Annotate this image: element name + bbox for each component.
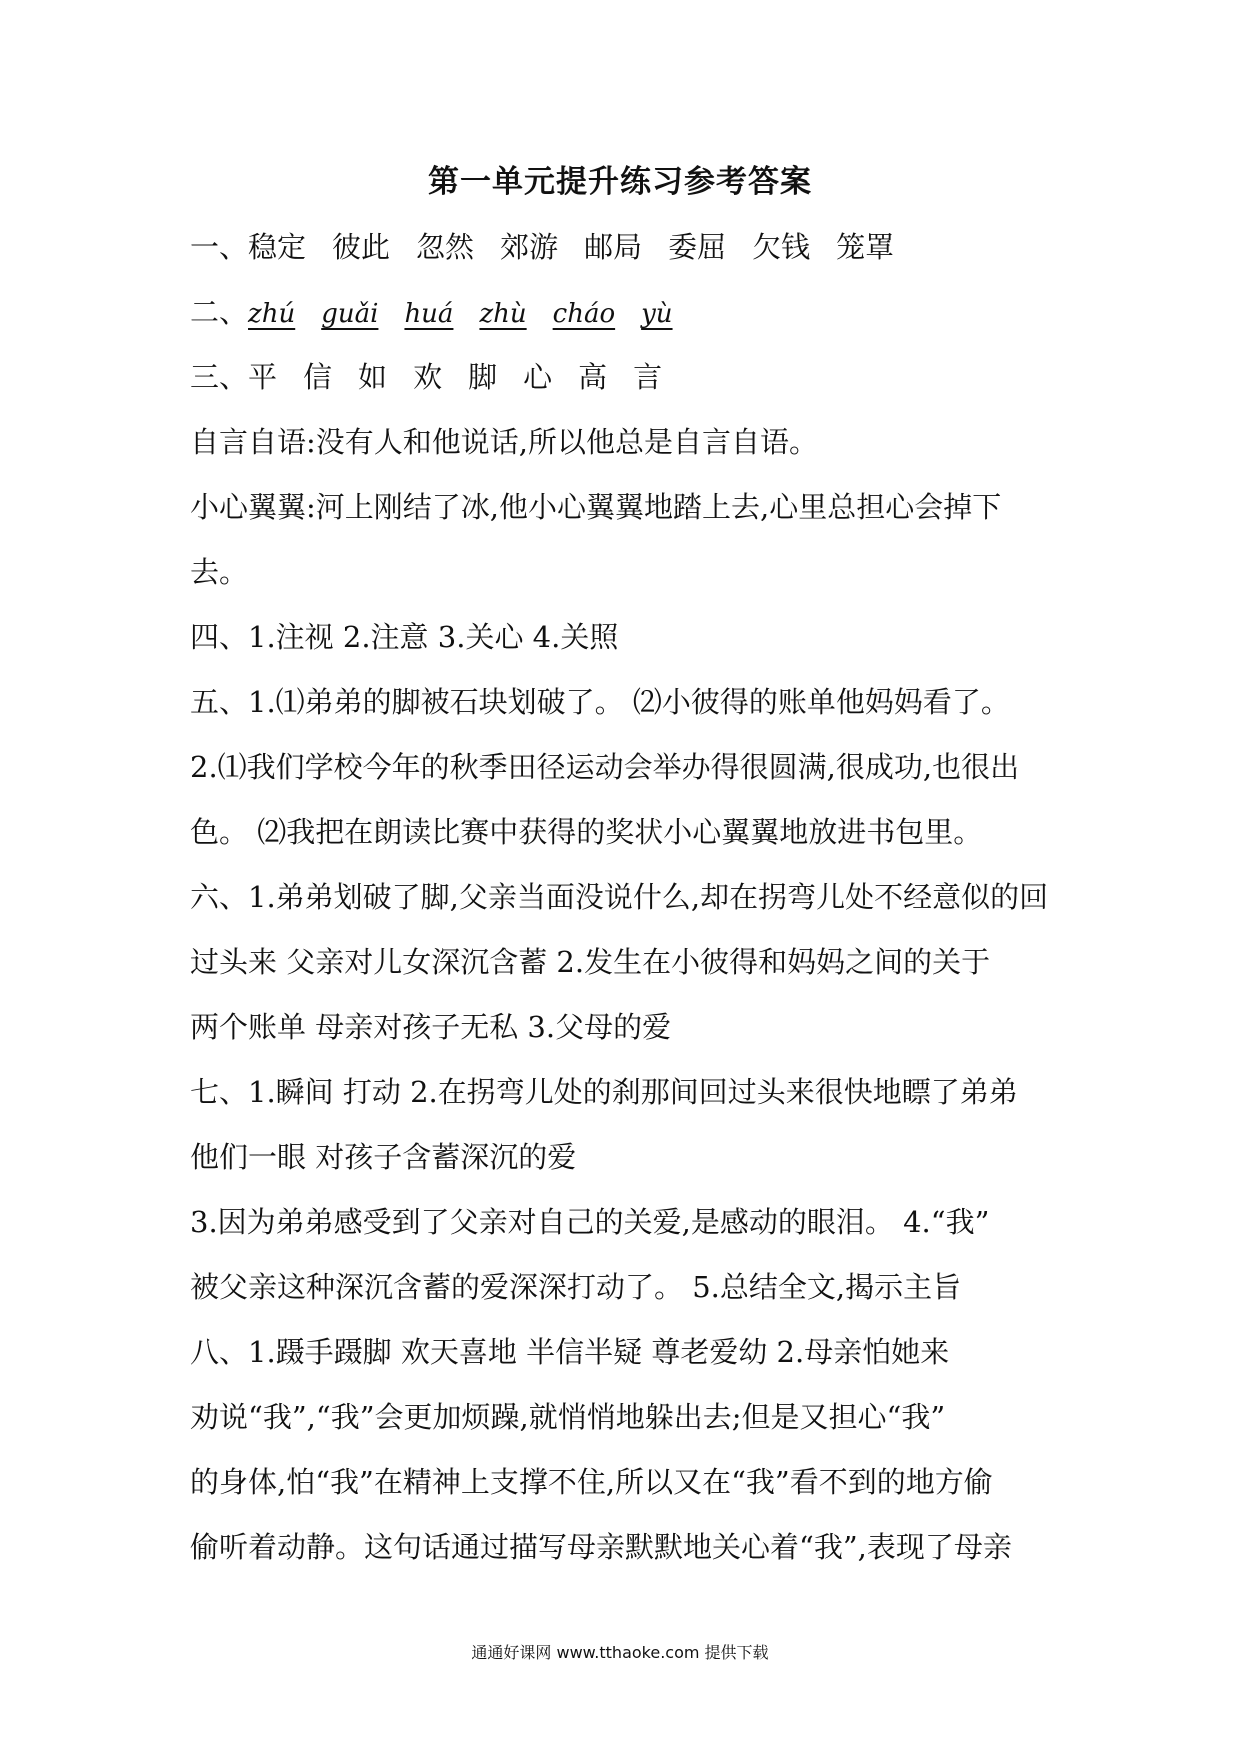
answer-line: 八、1.蹑手蹑脚 欢天喜地 半信半疑 尊老爱幼 2.母亲怕她来 (190, 1335, 950, 1369)
pinyin-answer: huá (404, 299, 454, 329)
answer-line: 2.⑴我们学校今年的秋季田径运动会举办得很圆满,很成功,也很出 (190, 750, 1020, 784)
answer-line: 劝说“我”,“我”会更加烦躁,就悄悄地躲出去;但是又担心“我” (190, 1400, 946, 1434)
answer-char: 言 (633, 360, 663, 394)
answer-word: 郊游 (500, 230, 559, 264)
answer-char: 心 (523, 360, 553, 394)
answer-line: 两个账单 母亲对孩子无私 3.父母的爱 (190, 1010, 672, 1044)
answer-char: 欢 (413, 360, 443, 394)
pinyin-answer: zhú (248, 299, 296, 329)
answer-char: 信 (303, 360, 333, 394)
answer-line-section-3 (190, 352, 1070, 417)
answer-char: 高 (578, 360, 608, 394)
pinyin-answer: zhù (479, 299, 527, 329)
answer-line: 偷听着动静。这句话通过描写母亲默默地关心着“我”,表现了母亲 (190, 1530, 1012, 1564)
answer-word: 彼此 (332, 230, 391, 264)
answer-word: 邮局 (584, 230, 643, 264)
section-label: 三、 (190, 360, 249, 394)
answer-line: 3.因为弟弟感受到了父亲对自己的关爱,是感动的眼泪。 4.“我” (190, 1205, 990, 1239)
answer-line: 小心翼翼:河上刚结了冰,他小心翼翼地踏上去,心里总担心会掉下 (190, 490, 1002, 524)
pinyin-answer: yù (641, 299, 673, 329)
answer-char: 如 (358, 360, 388, 394)
answer-word: 欠钱 (752, 230, 811, 264)
pinyin-answer: cháo (552, 299, 616, 329)
answer-line: 七、1.瞬间 打动 2.在拐弯儿处的刹那间回过头来很快地瞟了弟弟 (190, 1075, 1018, 1109)
answer-line-section-2 (190, 287, 1070, 352)
answer-line: 去。 (190, 555, 249, 589)
answer-char: 脚 (468, 360, 498, 394)
page-title: 第一单元提升练习参考答案 (428, 164, 812, 200)
answer-char: 平 (248, 360, 278, 394)
answer-line: 五、1.⑴弟弟的脚被石块划破了。 ⑵小彼得的账单他妈妈看了。 (190, 685, 1010, 719)
answer-word: 稳定 (248, 230, 307, 264)
answer-word: 忽然 (416, 230, 475, 264)
answer-content (190, 222, 1070, 1587)
download-source-footer: 通通好课网 www.tthaoke.com 提供下载 (471, 1643, 769, 1662)
answer-line: 自言自语:没有人和他说话,所以他总是自言自语。 (190, 425, 818, 459)
answer-line: 过头来 父亲对儿女深沉含蓄 2.发生在小彼得和妈妈之间的关于 (190, 945, 991, 979)
section-label: 二、 (190, 295, 249, 329)
answer-word: 笼罩 (836, 230, 895, 264)
answer-line: 色。 ⑵我把在朗读比赛中获得的奖状小心翼翼地放进书包里。 (190, 815, 983, 849)
pinyin-answer: guǎi (321, 299, 379, 329)
answer-line: 他们一眼 对孩子含蓄深沉的爱 (190, 1140, 577, 1174)
answer-line: 四、1.注视 2.注意 3.关心 4.关照 (190, 620, 619, 654)
answer-word: 委屈 (668, 230, 727, 264)
answer-line: 六、1.弟弟划破了脚,父亲当面没说什么,却在拐弯儿处不经意似的回 (190, 880, 1049, 914)
answer-line: 的身体,怕“我”在精神上支撑不住,所以又在“我”看不到的地方偷 (190, 1465, 993, 1499)
answer-line: 被父亲这种深沉含蓄的爱深深打动了。 5.总结全文,揭示主旨 (190, 1270, 962, 1304)
section-label: 一、 (190, 230, 249, 264)
answer-line-section-1 (190, 222, 1070, 287)
